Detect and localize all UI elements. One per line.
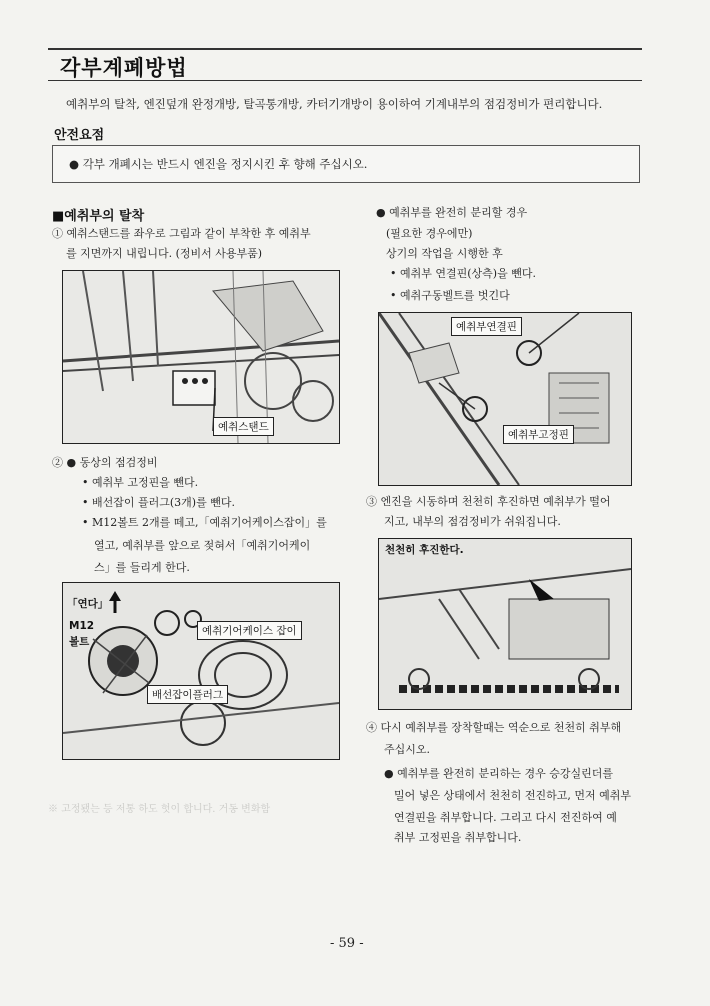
removal-note-line3: • 예취구동벨트를 벗긴다	[390, 289, 510, 302]
step4-line1: ④ 다시 예취부를 장착할때는 역순으로 천천히 취부해	[366, 721, 622, 734]
step3-line2: 지고, 내부의 점검정비가 쉬워집니다.	[384, 515, 561, 528]
step2-item3: • M12볼트 2개를 떼고,「예취기어케이스잡이」를	[82, 516, 327, 529]
connecting-pin-label: 예취부연결핀	[451, 317, 522, 336]
title-rule	[48, 80, 642, 81]
removal-note-sub: (필요한 경우에만)	[386, 227, 473, 240]
step2-title: ② ● 동상의 점검정비	[52, 456, 158, 469]
page-number: - 59 -	[330, 936, 364, 951]
figure-stand-drawing	[63, 271, 339, 443]
step2-item2: • 배선잡이 플러그(3개)를 뺀다.	[82, 496, 235, 509]
step3-line1: ③ 엔진을 시동하며 천천히 후진하면 예취부가 떨어	[366, 495, 611, 508]
wiring-plug-label: 배선잡이플러그	[147, 685, 228, 704]
bleed-text: ※ 고정됐는 등 저통 하도 헛이 합니다. 거동 변화함	[48, 804, 271, 815]
figure-stand	[62, 270, 340, 444]
safety-heading: 안전요점	[54, 128, 105, 143]
fixing-pin-label: 예취부고정핀	[503, 425, 574, 444]
figure-pins	[378, 312, 632, 486]
removal-heading: ■예취부의 탈착	[52, 209, 145, 224]
step2-item4: 열고, 예취부를 앞으로 젖혀서「예취기어케이	[94, 539, 311, 552]
figure-reverse	[378, 538, 632, 710]
safety-box	[52, 145, 640, 183]
removal-note-line2: • 예취부 연결핀(상측)을 뺀다.	[390, 267, 536, 280]
step4-note-line1: ● 예취부를 완전히 분리하는 경우 승강실린더를	[384, 767, 613, 780]
removal-note-title: ● 예취부를 완전히 분리할 경우	[376, 206, 528, 219]
figure-gearcase	[62, 582, 340, 760]
step1-line1: ① 예취스탠드를 좌우로 그림과 같이 부착한 후 예취부	[52, 227, 311, 240]
safety-note: ● 각부 개폐시는 반드시 엔진을 정지시킨 후 향해 주십시오.	[69, 157, 368, 171]
intro-text: 예취부의 탈착, 엔진덮개 완정개방, 탈곡통개방, 카터기개방이 용이하여 기계내부의 점검정비가 편리합니다.	[66, 97, 603, 111]
stand-label: 예취스탠드	[213, 417, 274, 436]
step2-item5: 스」를 들리게 한다.	[94, 561, 190, 574]
bolt-label-line2: 볼트	[69, 636, 90, 648]
step4-note-line3: 연결핀을 취부합니다. 그리고 다시 전진하여 예	[394, 811, 617, 824]
removal-note-line1: 상기의 작업을 시행한 후	[386, 247, 503, 260]
gearcase-grip-label: 예취기어케이스 잡이	[197, 621, 302, 640]
reverse-slowly-label: 천천히 후진한다.	[385, 544, 464, 556]
step1-line2: 를 지면까지 내립니다. (정비서 사용부품)	[66, 247, 263, 260]
step4-line2: 주십시오.	[384, 743, 431, 756]
page-title: 각부계폐방법	[60, 56, 188, 80]
step4-note-line4: 취부 고정핀을 취부합니다.	[394, 831, 522, 844]
step2-item1: • 예취부 고정핀을 뺀다.	[82, 476, 199, 489]
open-label: 「연다」	[67, 598, 109, 610]
step4-note-line2: 밀어 넣은 상태에서 천천히 전진하고, 먼저 예취부	[394, 789, 631, 802]
figure-pins-drawing	[379, 313, 631, 485]
top-rule	[48, 48, 642, 50]
figure-reverse-drawing	[379, 539, 631, 709]
bolt-label-line1: M12	[69, 620, 95, 632]
